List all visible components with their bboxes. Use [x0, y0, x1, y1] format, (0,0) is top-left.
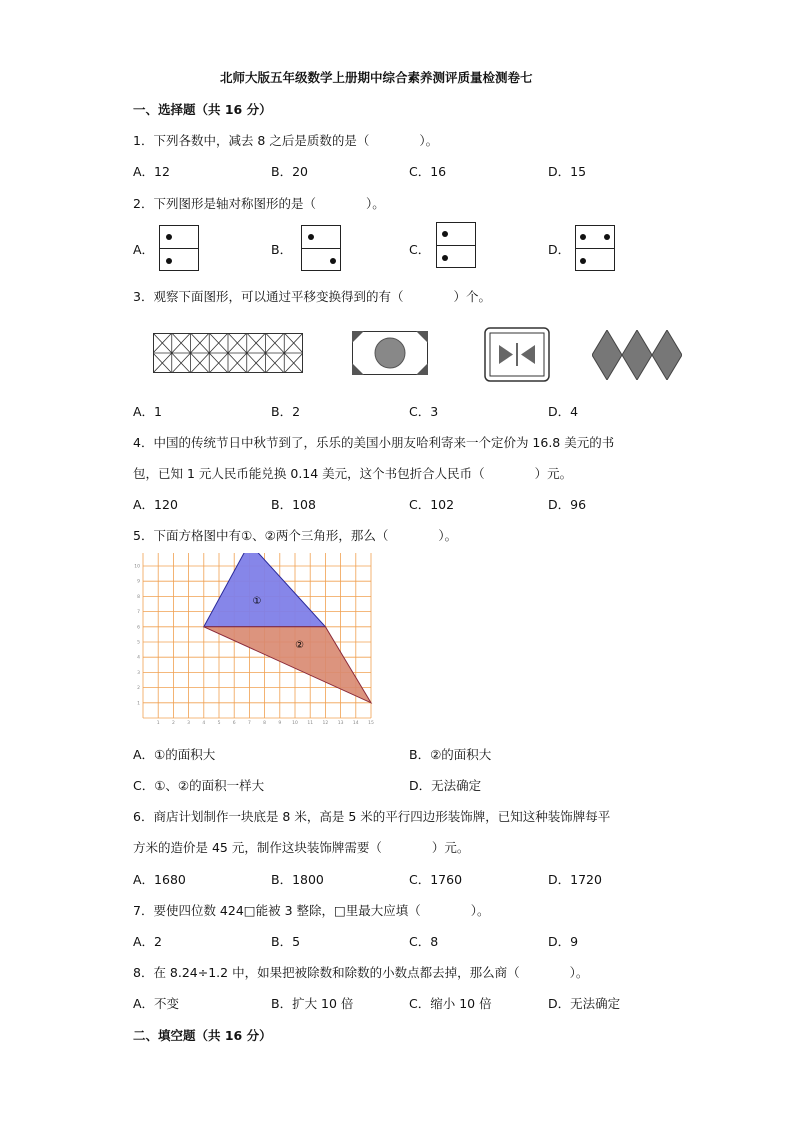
- x-tick-label: 14: [352, 721, 359, 725]
- q5-option-c[interactable]: C．①、②的面积一样大: [133, 778, 265, 793]
- x-tick-label: 1: [156, 721, 160, 725]
- y-tick-label: 5: [137, 640, 140, 646]
- x-tick-label: 11: [307, 721, 314, 725]
- q4-option-d[interactable]: D．96: [548, 497, 587, 512]
- question-2-stem: 2．下列图形是轴对称图形的是（ ）。: [133, 196, 385, 211]
- q1-option-a[interactable]: A．12: [133, 164, 170, 179]
- q1-option-b[interactable]: B．20: [271, 164, 308, 179]
- q7-option-c[interactable]: C．8: [409, 934, 439, 949]
- bowtie-sign-figure: [484, 327, 550, 382]
- question-5-stem: 5．下面方格图中有①、②两个三角形，那么（ ）。: [133, 528, 458, 543]
- q1-option-d[interactable]: D．15: [548, 164, 587, 179]
- q6-option-d[interactable]: D．1720: [548, 872, 602, 887]
- x-tick-label: 12: [322, 721, 329, 725]
- x-tick-label: 13: [337, 721, 344, 725]
- q2-option-a[interactable]: A．: [133, 242, 155, 257]
- y-tick-label: 4: [137, 655, 140, 661]
- triangle-1: [204, 553, 326, 627]
- triangle-grid-figure: [133, 553, 378, 725]
- domino-figure-d: [575, 225, 615, 271]
- diamonds-figure: [592, 330, 682, 380]
- x-tick-label: 7: [247, 721, 251, 725]
- y-tick-label: 2: [137, 686, 140, 692]
- x-tick-label: 3: [187, 721, 191, 725]
- q2-option-d[interactable]: D．: [548, 242, 571, 257]
- q7-option-b[interactable]: B．5: [271, 934, 301, 949]
- y-tick-label: 10: [134, 564, 140, 570]
- q4-option-a[interactable]: A．120: [133, 497, 178, 512]
- q6-option-b[interactable]: B．1800: [271, 872, 324, 887]
- question-4-stem: 4．中国的传统节日中秋节到了，乐乐的美国小朋友哈利寄来一个定价为 16.8 美元的书: [133, 435, 615, 450]
- x-tick-label: 6: [232, 721, 236, 725]
- domino-figure-b: [301, 225, 341, 271]
- x-tick-label: 9: [278, 721, 282, 725]
- question-3-stem: 3．观察下面图形，可以通过平移变换得到的有（ ）个。: [133, 289, 491, 304]
- section-heading-choice: 一、选择题（共 16 分）: [133, 102, 272, 117]
- lattice-strip-figure: [153, 333, 303, 373]
- q2-option-c[interactable]: C．: [409, 242, 431, 257]
- q3-option-c[interactable]: C．3: [409, 404, 439, 419]
- x-tick-label: 8: [263, 721, 267, 725]
- q8-option-d[interactable]: D．无法确定: [548, 996, 621, 1011]
- y-tick-label: [134, 553, 140, 554]
- q4-option-b[interactable]: B．108: [271, 497, 316, 512]
- q8-option-b[interactable]: B．扩大 10 倍: [271, 996, 354, 1011]
- y-tick-label: 6: [137, 625, 140, 631]
- y-tick-label: 8: [137, 594, 140, 600]
- section-heading-fill: 二、填空题（共 16 分）: [133, 1028, 272, 1043]
- page-title: 北师大版五年级数学上册期中综合素养测评质量检测卷七: [220, 70, 533, 85]
- q5-option-a[interactable]: A．①的面积大: [133, 747, 216, 762]
- x-tick-label: 2: [171, 721, 175, 725]
- x-tick-label: 10: [292, 721, 298, 725]
- q3-option-b[interactable]: B．2: [271, 404, 301, 419]
- q7-option-d[interactable]: D．9: [548, 934, 579, 949]
- question-6-stem: 6．商店计划制作一块底是 8 米，高是 5 米的平行四边形装饰牌，已知这种装饰牌每平: [133, 809, 611, 824]
- q6-option-c[interactable]: C．1760: [409, 872, 463, 887]
- triangle-1-label: ①: [252, 596, 262, 607]
- y-tick-label: 9: [137, 579, 140, 585]
- domino-figure-a: [159, 225, 199, 271]
- y-tick-label: 1: [137, 701, 140, 707]
- triangle-2-label: ②: [295, 640, 305, 652]
- question-6-stem-cont: 方米的造价是 45 元，制作这块装饰牌需要（ ）元。: [133, 840, 470, 855]
- q3-option-d[interactable]: D．4: [548, 404, 579, 419]
- x-tick-label: 15: [368, 721, 374, 725]
- q5-option-d[interactable]: D．无法确定: [409, 778, 482, 793]
- q2-option-b[interactable]: B．: [271, 242, 293, 257]
- circle-in-rectangle-figure: [352, 331, 428, 375]
- y-tick-label: 3: [137, 670, 140, 676]
- q3-option-a[interactable]: A．1: [133, 404, 163, 419]
- q5-option-b[interactable]: B．②的面积大: [409, 747, 492, 762]
- domino-figure-c: [436, 222, 476, 268]
- q8-option-c[interactable]: C．缩小 10 倍: [409, 996, 492, 1011]
- q6-option-a[interactable]: A．1680: [133, 872, 186, 887]
- q8-option-a[interactable]: A．不变: [133, 996, 180, 1011]
- question-8-stem: 8．在 8.24÷1.2 中，如果把被除数和除数的小数点都去掉，那么商（ ）。: [133, 965, 589, 980]
- q7-option-a[interactable]: A．2: [133, 934, 163, 949]
- q1-option-c[interactable]: C．16: [409, 164, 447, 179]
- triangle-2: [204, 627, 371, 703]
- question-7-stem: 7．要使四位数 424□能被 3 整除，□里最大应填（ ）。: [133, 903, 490, 918]
- q4-option-c[interactable]: C．102: [409, 497, 455, 512]
- x-tick-label: 4: [202, 721, 206, 725]
- question-4-stem-cont: 包，已知 1 元人民币能兑换 0.14 美元，这个书包折合人民币（ ）元。: [133, 466, 573, 481]
- y-tick-label: 7: [137, 610, 140, 616]
- x-tick-label: 5: [217, 721, 221, 725]
- question-1-stem: 1．下列各数中，减去 8 之后是质数的是（ ）。: [133, 133, 439, 148]
